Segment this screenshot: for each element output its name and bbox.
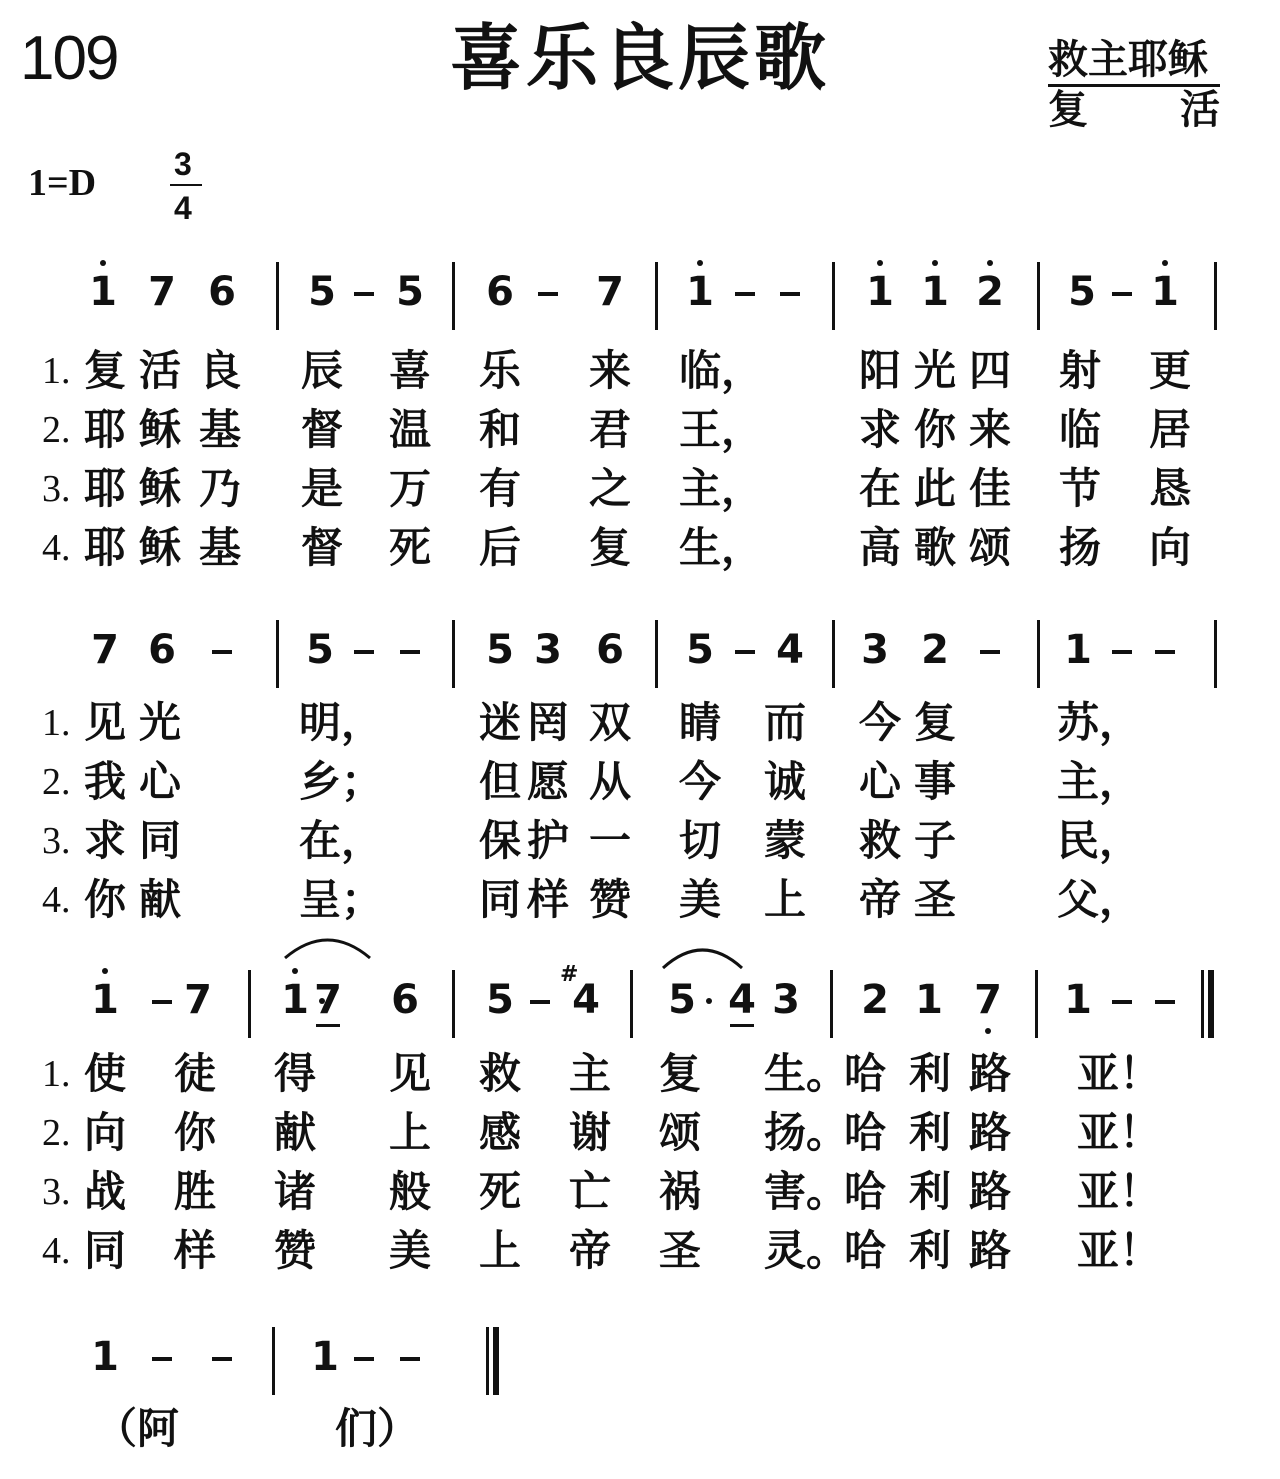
lyric-syllable: 哈 [843, 1167, 887, 1216]
lyric-syllable: 赞 [273, 1226, 317, 1275]
barline [452, 970, 455, 1038]
lyric-syllable: 美 [678, 875, 722, 924]
lyric-syllable: 今 [678, 757, 722, 806]
lyric-syllable: 路 [968, 1049, 1012, 1098]
lyric-syllable: 我 [83, 757, 127, 806]
hold-dash [152, 1000, 172, 1004]
barline [452, 262, 455, 330]
lyric-syllable: 辰 [300, 346, 344, 395]
lyric-syllable: 从 [588, 757, 632, 806]
lyric-syllable: 利 [908, 1167, 952, 1216]
lyric-syllable: 活 [138, 346, 182, 395]
barline [832, 620, 835, 688]
lyric-syllable: 利 [908, 1108, 952, 1157]
subcategory-char-2: 活 [1180, 87, 1220, 133]
barline [1037, 262, 1040, 330]
lyric-syllable: 上 [763, 875, 807, 924]
lyric-syllable: 在 [858, 464, 902, 513]
verse-number: 3. [42, 468, 71, 510]
lyric-syllable: 亚！ [1076, 1226, 1162, 1275]
barline [655, 262, 658, 330]
lyric-syllable: 主 [568, 1049, 612, 1098]
final-barline-thin [486, 1327, 489, 1395]
lyric-syllable: 生， [678, 523, 764, 572]
lyric-syllable: 样 [173, 1226, 217, 1275]
amen-lyric: 们） [335, 1404, 420, 1453]
slur [663, 942, 742, 972]
lyric-syllable: 光 [138, 698, 182, 747]
barline [1037, 620, 1040, 688]
hold-dash [212, 650, 232, 654]
hold-dash [354, 292, 374, 296]
lyric-syllable: 此 [913, 464, 957, 513]
verse-number: 1. [42, 350, 71, 392]
lyric-syllable: 节 [1058, 464, 1102, 513]
lyric-syllable: 亚！ [1076, 1167, 1162, 1216]
note-digit: 1 [866, 269, 894, 315]
lyric-syllable: 万 [388, 464, 432, 513]
note-digit: 6 [148, 627, 176, 673]
lyric-syllable: 圣 [658, 1226, 702, 1275]
note-digit: 5 [396, 269, 424, 315]
note-digit: 1 [915, 977, 943, 1023]
lyric-syllable: 哈 [843, 1049, 887, 1098]
note-digit: 2 [976, 269, 1004, 315]
note-digit: 5 [1068, 269, 1096, 315]
eighth-underline [730, 1024, 754, 1027]
lyric-syllable: 谢 [568, 1108, 612, 1157]
barline [1214, 620, 1217, 688]
octave-up-dot [102, 968, 108, 974]
hold-dash [538, 292, 558, 296]
lyric-syllable: 迷 [478, 698, 522, 747]
note-digit: 5 [686, 627, 714, 673]
lyric-syllable: 颂 [968, 523, 1012, 572]
hold-dash [1112, 1000, 1132, 1004]
note-digit: 1 [1151, 269, 1179, 315]
lyric-syllable: 临， [678, 346, 764, 395]
lyric-syllable: 而 [763, 698, 807, 747]
lyric-syllable: 佳 [968, 464, 1012, 513]
lyric-syllable: 心 [858, 757, 902, 806]
lyric-syllable: 哈 [843, 1226, 887, 1275]
lyric-syllable: 呈； [298, 875, 384, 924]
lyric-syllable: 苏， [1056, 698, 1142, 747]
lyric-syllable: 耶 [83, 405, 127, 454]
note-digit: 6 [596, 627, 624, 673]
amen-lyric: （阿 [95, 1404, 180, 1453]
lyric-syllable: 路 [968, 1167, 1012, 1216]
lyric-syllable: 乡； [298, 757, 384, 806]
hymn-title: 喜乐良辰歌 [449, 16, 830, 100]
barline [1214, 262, 1217, 330]
lyric-syllable: 明， [298, 698, 384, 747]
note-digit: 7 [974, 977, 1002, 1023]
hold-dash [530, 1000, 550, 1004]
hold-dash [735, 650, 755, 654]
lyric-syllable: 温 [388, 405, 432, 454]
hold-dash [1112, 292, 1132, 296]
hold-dash [1155, 1000, 1175, 1004]
octave-up-dot [697, 260, 703, 266]
hold-dash [212, 1357, 232, 1361]
lyric-syllable: 求 [858, 405, 902, 454]
note-digit: 1 [686, 269, 714, 315]
lyric-syllable: 献 [138, 875, 182, 924]
lyric-syllable: 战 [83, 1167, 127, 1216]
lyric-syllable: 蒙 [763, 816, 807, 865]
lyric-syllable: 愿 [526, 757, 570, 806]
note-digit: 3 [534, 627, 562, 673]
lyric-syllable: 一 [588, 816, 632, 865]
hold-dash [980, 650, 1000, 654]
lyric-syllable: 和 [478, 405, 522, 454]
lyric-syllable: 歌 [913, 523, 957, 572]
note-digit: 2 [861, 977, 889, 1023]
barline [248, 970, 251, 1038]
octave-up-dot [987, 260, 993, 266]
lyric-syllable: 救 [478, 1049, 522, 1098]
note-digit: 5 [486, 627, 514, 673]
lyric-syllable: 向 [83, 1108, 127, 1157]
lyric-syllable: 亚！ [1076, 1108, 1162, 1157]
note-digit: 1 [311, 1334, 339, 1380]
lyric-syllable: 路 [968, 1108, 1012, 1157]
note-digit: 5 [668, 977, 696, 1023]
lyric-syllable: 求 [83, 816, 127, 865]
note-digit: 5 [308, 269, 336, 315]
lyric-syllable: 督 [300, 523, 344, 572]
lyric-syllable: 居 [1148, 405, 1192, 454]
lyric-syllable: 耶 [83, 464, 127, 513]
time-signature-line [170, 184, 202, 186]
hold-dash [780, 292, 800, 296]
barline [1035, 970, 1038, 1038]
hold-dash [354, 1357, 374, 1361]
lyric-syllable: 君 [588, 405, 632, 454]
lyric-syllable: 民， [1056, 816, 1142, 865]
lyric-syllable: 复 [83, 346, 127, 395]
key-signature: 1=D [28, 162, 97, 204]
lyric-syllable: 后 [478, 523, 522, 572]
lyric-syllable: 罔 [526, 698, 570, 747]
lyric-syllable: 阳 [858, 346, 902, 395]
lyric-syllable: 祸 [658, 1167, 702, 1216]
lyric-syllable: 生。 [763, 1049, 849, 1098]
lyric-syllable: 你 [913, 405, 957, 454]
verse-number: 4. [42, 879, 71, 921]
lyric-syllable: 王， [678, 405, 764, 454]
lyric-syllable: 睛 [678, 698, 722, 747]
verse-number: 2. [42, 1112, 71, 1154]
lyric-syllable: 圣 [913, 875, 957, 924]
lyric-syllable: 主， [678, 464, 764, 513]
slur [285, 932, 370, 962]
hold-dash [400, 650, 420, 654]
lyric-syllable: 复 [658, 1049, 702, 1098]
lyric-syllable: 同 [478, 875, 522, 924]
lyric-syllable: 耶 [83, 523, 127, 572]
note-digit: 1 [91, 977, 119, 1023]
hold-dash [1112, 650, 1132, 654]
hymn-subcategory [1048, 87, 1220, 133]
hold-dash [354, 650, 374, 654]
octave-up-dot [877, 260, 883, 266]
verse-number: 3. [42, 820, 71, 862]
verse-number: 1. [42, 702, 71, 744]
lyric-syllable: 双 [588, 698, 632, 747]
lyric-syllable: 喜 [388, 346, 432, 395]
note-digit: 6 [486, 269, 514, 315]
final-barline-thin [1201, 970, 1204, 1038]
note-digit: 1 [1064, 627, 1092, 673]
lyric-syllable: 感 [478, 1108, 522, 1157]
lyric-syllable: 见 [83, 698, 127, 747]
lyric-syllable: 献 [273, 1108, 317, 1157]
lyric-syllable: 光 [913, 346, 957, 395]
lyric-syllable: 更 [1148, 346, 1192, 395]
barline [272, 1327, 275, 1395]
lyric-syllable: 利 [908, 1226, 952, 1275]
octave-up-dot [292, 968, 298, 974]
lyric-syllable: 上 [388, 1108, 432, 1157]
verse-number: 2. [42, 761, 71, 803]
lyric-syllable: 死 [388, 523, 432, 572]
lyric-syllable: 在， [298, 816, 384, 865]
lyric-syllable: 有 [478, 464, 522, 513]
lyric-syllable: 主， [1056, 757, 1142, 806]
lyric-syllable: 稣 [138, 464, 182, 513]
hymn-number: 109 [20, 24, 118, 93]
note-digit: 7 [148, 269, 176, 315]
lyric-syllable: 死 [478, 1167, 522, 1216]
barline [832, 262, 835, 330]
lyric-syllable: 利 [908, 1049, 952, 1098]
note-digit: 1 [89, 269, 117, 315]
hold-dash [400, 1357, 420, 1361]
time-signature-top: 3 [174, 146, 192, 182]
lyric-syllable: 护 [526, 816, 570, 865]
lyric-syllable: 诸 [273, 1167, 317, 1216]
lyric-syllable: 良 [198, 346, 242, 395]
subcategory-char-1: 复 [1048, 87, 1088, 133]
lyric-syllable: 同 [83, 1226, 127, 1275]
barline [630, 970, 633, 1038]
lyric-syllable: 临 [1058, 405, 1102, 454]
lyric-syllable: 子 [913, 816, 957, 865]
octave-down-dot [985, 1028, 991, 1034]
barline [655, 620, 658, 688]
lyric-syllable: 复 [588, 523, 632, 572]
lyric-syllable: 灵。 [763, 1226, 849, 1275]
note-digit: 4 [572, 977, 600, 1023]
verse-number: 4. [42, 527, 71, 569]
eighth-underline [316, 1024, 340, 1027]
verse-number: 2. [42, 409, 71, 451]
lyric-syllable: 稣 [138, 523, 182, 572]
hold-dash [1155, 650, 1175, 654]
lyric-syllable: 般 [388, 1167, 432, 1216]
lyric-syllable: 向 [1148, 523, 1192, 572]
lyric-syllable: 帝 [568, 1226, 612, 1275]
barline [276, 620, 279, 688]
lyric-syllable: 上 [478, 1226, 522, 1275]
note-digit: 1 [91, 1334, 119, 1380]
lyric-syllable: 之 [588, 464, 632, 513]
lyric-syllable: 扬。 [763, 1108, 849, 1157]
lyric-syllable: 你 [173, 1108, 217, 1157]
lyric-syllable: 父， [1056, 875, 1142, 924]
lyric-syllable: 见 [388, 1049, 432, 1098]
note-digit: 7 [596, 269, 624, 315]
lyric-syllable: 督 [300, 405, 344, 454]
lyric-syllable: 赞 [588, 875, 632, 924]
lyric-syllable: 徒 [173, 1049, 217, 1098]
final-barline-thick [1208, 970, 1214, 1038]
lyric-syllable: 你 [83, 875, 127, 924]
lyric-syllable: 诚 [763, 757, 807, 806]
note-digit: 1 [921, 269, 949, 315]
verse-number: 4. [42, 1230, 71, 1272]
octave-up-dot [100, 260, 106, 266]
hold-dash [735, 292, 755, 296]
lyric-syllable: 乐 [478, 346, 522, 395]
lyric-syllable: 帝 [858, 875, 902, 924]
lyric-syllable: 同 [138, 816, 182, 865]
barline [830, 970, 833, 1038]
note-digit: 4 [728, 977, 756, 1023]
augmentation-dot [706, 998, 712, 1004]
lyric-syllable: 救 [858, 816, 902, 865]
lyric-syllable: 射 [1058, 346, 1102, 395]
lyric-syllable: 基 [198, 523, 242, 572]
note-digit: 1 [1064, 977, 1092, 1023]
verse-number: 3. [42, 1171, 71, 1213]
lyric-syllable: 四 [968, 346, 1012, 395]
note-digit: 7 [184, 977, 212, 1023]
lyric-syllable: 样 [526, 875, 570, 924]
lyric-syllable: 心 [138, 757, 182, 806]
lyric-syllable: 今 [858, 698, 902, 747]
lyric-syllable: 美 [388, 1226, 432, 1275]
time-signature-bottom: 4 [174, 190, 192, 226]
lyric-syllable: 颂 [658, 1108, 702, 1157]
barline [276, 262, 279, 330]
lyric-syllable: 害。 [763, 1167, 849, 1216]
lyric-syllable: 是 [300, 464, 344, 513]
octave-up-dot [1162, 260, 1168, 266]
verse-number: 1. [42, 1053, 71, 1095]
note-digit: 2 [921, 627, 949, 673]
lyric-syllable: 胜 [173, 1167, 217, 1216]
lyric-syllable: 得 [273, 1049, 317, 1098]
lyric-syllable: 高 [858, 523, 902, 572]
lyric-syllable: 事 [913, 757, 957, 806]
lyric-syllable: 使 [83, 1049, 127, 1098]
note-digit: 6 [391, 977, 419, 1023]
lyric-syllable: 亡 [568, 1167, 612, 1216]
lyric-syllable: 来 [588, 346, 632, 395]
barline [452, 620, 455, 688]
lyric-syllable: 基 [198, 405, 242, 454]
hymn-category: 救主耶稣 [1048, 37, 1208, 83]
lyric-syllable: 路 [968, 1226, 1012, 1275]
lyric-syllable: 切 [678, 816, 722, 865]
lyric-syllable: 乃 [198, 464, 242, 513]
lyric-syllable: 哈 [843, 1108, 887, 1157]
lyric-syllable: 保 [478, 816, 522, 865]
note-digit: 5 [486, 977, 514, 1023]
note-digit: 7 [314, 977, 342, 1023]
note-digit: 4 [776, 627, 804, 673]
final-barline-thick [493, 1327, 499, 1395]
sharp-accidental: # [560, 962, 579, 987]
note-digit: 5 [306, 627, 334, 673]
note-digit: 1 [281, 977, 309, 1023]
lyric-syllable: 亚！ [1076, 1049, 1162, 1098]
note-digit: 6 [208, 269, 236, 315]
lyric-syllable: 扬 [1058, 523, 1102, 572]
hold-dash [152, 1357, 172, 1361]
lyric-syllable: 来 [968, 405, 1012, 454]
lyric-syllable: 但 [478, 757, 522, 806]
lyric-syllable: 恳 [1148, 464, 1192, 513]
lyric-syllable: 稣 [138, 405, 182, 454]
lyric-syllable: 复 [913, 698, 957, 747]
note-digit: 3 [861, 627, 889, 673]
octave-up-dot [932, 260, 938, 266]
note-digit: 7 [91, 627, 119, 673]
note-digit: 3 [772, 977, 800, 1023]
